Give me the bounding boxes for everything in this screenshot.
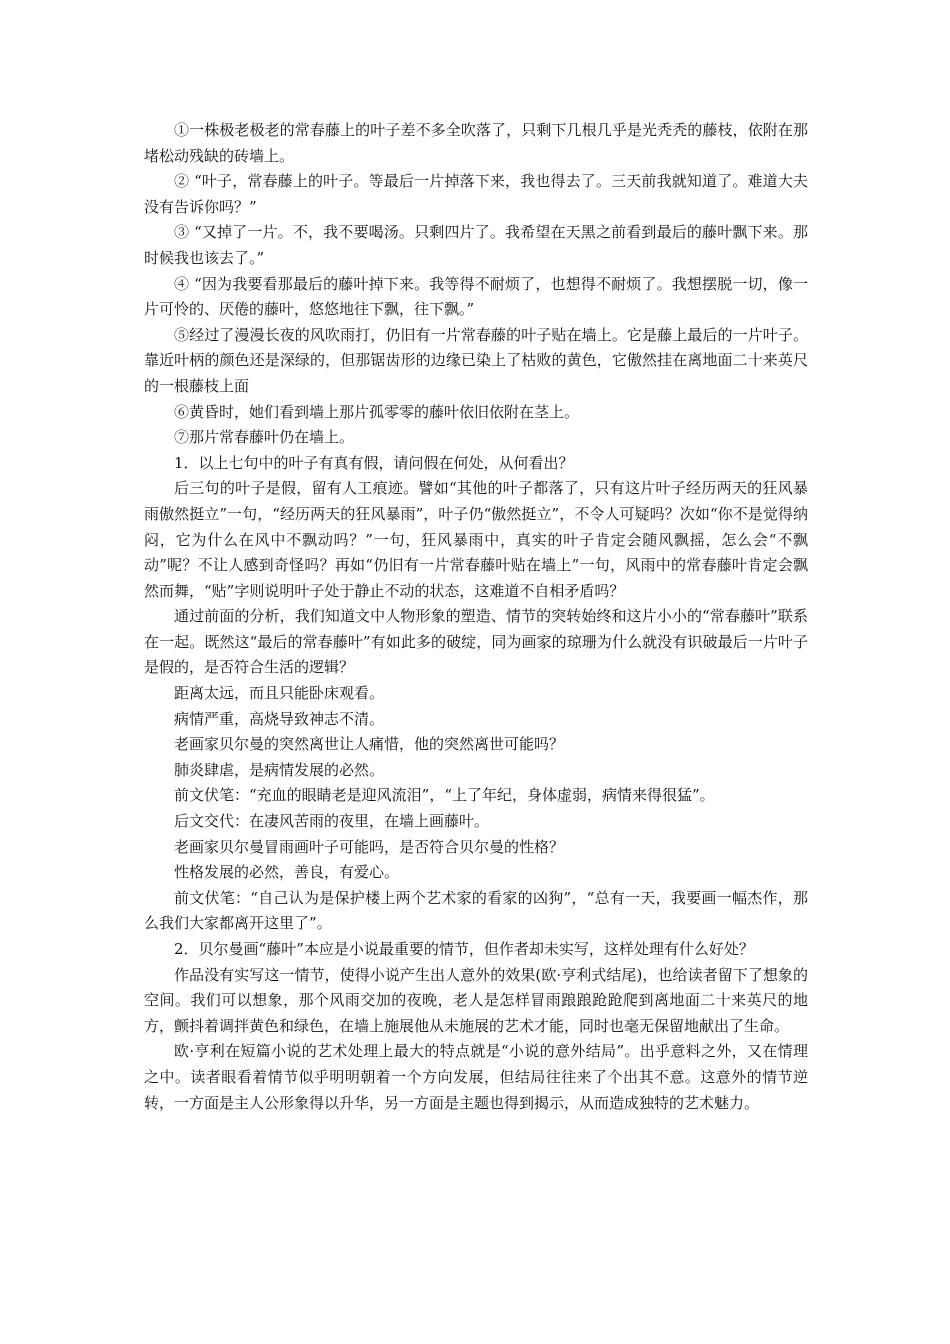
answer-2: 作品没有实写这一情节，使得小说产生出人意外的效果(欧·亨利式结尾)，也给读者留下了想象的空间。我们可以想象，那个风雨交加的夜晚，老人是怎样冒雨踉踉跄跄爬到离地面二十来英尺的地方，颤抖着调拌黄色和绿色，在墙上施展他从未施展的艺术才能，同时也毫无保留地献出了生命。 bbox=[144, 965, 808, 1035]
foreshadow-1: 前文伏笔：“充血的眼睛老是迎风流泪”，“上了年纪，身体虚弱，病情来得很猛”。 bbox=[174, 786, 715, 805]
question-1: 1．以上七句中的叶子有真有假，请问假在何处，从何看出？ bbox=[174, 453, 574, 472]
analysis-paragraph: 通过前面的分析，我们知道文中人物形象的塑造、情节的突转始终和这片小小的“常春藤叶”联系在一起。既然这“最后的常春藤叶”有如此多的破绽，同为画家的琼珊为什么就没有识破最后一片叶子是假的，是否符合生活的逻辑？ bbox=[144, 607, 808, 677]
paragraph-4: ④ “因为我要看那最后的藤叶掉下来。我等得不耐烦了，也想得不耐烦了。我想摆脱一切，像一片可怜的、厌倦的藤叶，悠悠地往下飘，往下飘。” bbox=[144, 274, 808, 319]
question-2: 2．贝尔曼画“藤叶”本应是小说最重要的情节，但作者却未实写，这样处理有什么好处？ bbox=[174, 940, 754, 958]
answer-character: 性格发展的必然，善良，有爱心。 bbox=[174, 863, 400, 882]
paragraph-5: ⑤经过了漫漫长夜的风吹雨打，仍旧有一片常春藤的叶子贴在墙上。它是藤上最后的一片叶子。靠近叶柄的颜色还是深绿的，但那锯齿形的边缘已染上了枯败的黄色，它傲然挂在离地面二十来英尺的一根藤枝上面 bbox=[144, 325, 808, 395]
paragraph-1: ①一株极老极老的常春藤上的叶子差不多全吹落了，只剩下几根几乎是光秃秃的藤枝，依附在那堵松动残缺的砖墙上。 bbox=[144, 121, 808, 165]
paragraph-3: ③ “又掉了一片。不，我不要喝汤。只剩四片了。我希望在天黑之前看到最后的藤叶飘下来。那时候我也该去了。” bbox=[144, 223, 808, 267]
paragraph-7: ⑦那片常春藤叶仍在墙上。 bbox=[174, 428, 355, 447]
answer-pneumonia: 肺炎肆虐，是病情发展的必然。 bbox=[174, 760, 385, 779]
paragraph-6: ⑥黄昏时，她们看到墙上那片孤零零的藤叶依旧依附在茎上。 bbox=[174, 402, 580, 421]
later-explanation: 后文交代：在凄风苦雨的夜里，在墙上画藤叶。 bbox=[174, 812, 490, 831]
paragraph-2: ② “叶子，常春藤上的叶子。等最后一片掉落下来，我也得去了。三天前我就知道了。难道大夫没有告诉你吗？” bbox=[144, 172, 808, 216]
document-body bbox=[144, 118, 808, 1116]
closing-paragraph: 欧·亨利在短篇小说的艺术处理上最大的特点就是“小说的意外结局”。出乎意料之外，又在情理之中。读者眼看着情节似乎明明朝着一个方向发展，但结局往往来了个出其不意。这意外的情节逆转，一方面是主人公形象得以升华，另一方面是主题也得到揭示，从而造成独特的艺术魅力。 bbox=[144, 1042, 808, 1112]
question-death: 老画家贝尔曼的突然离世让人痛惜，他的突然离世可能吗？ bbox=[174, 735, 565, 754]
answer-1: 后三句的叶子是假，留有人工痕迹。譬如“其他的叶子都落了，只有这片叶子经历两天的狂风暴雨傲然挺立”一句，“经历两天的狂风暴雨”，叶子仍“傲然挺立”，不令人可疑吗？次如“你不是觉得纳闷，它为什么在风中不飘动吗？”一句，狂风暴雨中，真实的叶子肯定会随风飘摇，怎么会“不飘动”呢？不让人感到奇怪吗？再如“仍旧有一片常春藤叶贴在墙上”一句，风雨中的常春藤叶肯定会飘然而舞，“贴”字则说明叶子处于静止不动的状态，这难道不自相矛盾吗？ bbox=[144, 479, 808, 600]
reason-illness: 病情严重，高烧导致神志不清。 bbox=[174, 709, 385, 728]
reason-distance: 距离太远，而且只能卧床观看。 bbox=[174, 684, 385, 703]
foreshadow-2: 前文伏笔：“自己认为是保护楼上两个艺术家的看家的凶狗”，“总有一天，我要画一幅杰作，那么我们大家都离开这里了”。 bbox=[144, 888, 808, 933]
question-character: 老画家贝尔曼冒雨画叶子可能吗，是否符合贝尔曼的性格？ bbox=[174, 837, 565, 856]
